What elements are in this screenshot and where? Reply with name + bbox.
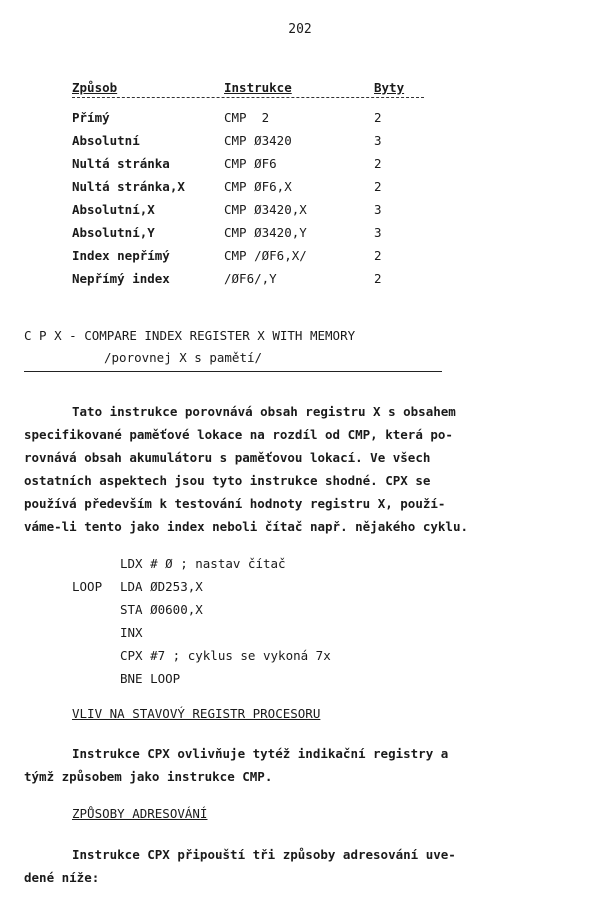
code-label: LOOP (72, 579, 103, 594)
paragraph-line: Tato instrukce porovnává obsah registru X s obsahem (72, 404, 456, 419)
table-row (0, 248, 600, 268)
paragraph-line: Instrukce CPX připouští tři způsoby adresování uve- (72, 847, 456, 862)
heading-status-register: VLIV NA STAVOVÝ REGISTR PROCESORU (72, 706, 321, 721)
code-text: LDA ØD253,X (120, 579, 203, 594)
table-row (0, 202, 600, 222)
code-text: LDX # Ø ; nastav čítač (120, 556, 286, 571)
code-line (0, 648, 600, 671)
table-cell-mode: Nepřímý index (72, 271, 170, 286)
table-row (0, 133, 600, 153)
table-cell-bytes: 3 (374, 133, 382, 148)
paragraph-line: Instrukce CPX ovlivňuje tytéž indikační registry a (72, 746, 449, 761)
paragraph-line: dené níže: (24, 870, 100, 885)
table-cell-instruction: CMP Ø3420,X (224, 202, 307, 217)
code-line (0, 671, 600, 694)
paragraph-line: specifikované paměťové lokace na rozdíl od CMP, která po- (24, 427, 453, 442)
code-line (0, 602, 600, 625)
table-cell-mode: Absolutní,Y (72, 225, 155, 240)
paragraph-line: váme-li tento jako index neboli čítač např. nějakého cyklu. (24, 519, 469, 534)
table-cell-bytes: 3 (374, 202, 382, 217)
table-cell-mode: Přímý (72, 110, 110, 125)
table-cell-bytes: 2 (374, 248, 382, 263)
table-header-mode: Způsob (72, 80, 118, 95)
table-header-instruction: Instrukce (224, 80, 292, 95)
paragraph-line: používá především k testování hodnoty registru X, použí- (24, 496, 446, 511)
paragraph-line: rovnává obsah akumulátoru s paměťovou lokací. Ve všech (24, 450, 431, 465)
table-cell-bytes: 2 (374, 110, 382, 125)
table-row (0, 225, 600, 245)
code-text: STA Ø0600,X (120, 602, 203, 617)
table-row (0, 271, 600, 291)
code-line (0, 556, 600, 579)
table-row (0, 110, 600, 130)
heading-addressing-modes: ZPŮSOBY ADRESOVÁNÍ (72, 806, 208, 821)
table-cell-mode: Nultá stránka (72, 156, 170, 171)
code-text: BNE LOOP (120, 671, 181, 686)
code-text: INX (120, 625, 143, 640)
table-cell-bytes: 2 (374, 156, 382, 171)
section-rule (24, 371, 442, 372)
code-text: CPX #7 ; cyklus se vykoná 7x (120, 648, 331, 663)
table-cell-bytes: 3 (374, 225, 382, 240)
table-cell-bytes: 2 (374, 271, 382, 286)
page-number: 202 (288, 22, 312, 37)
table-cell-instruction: CMP ØF6,X (224, 179, 292, 194)
table-cell-instruction: CMP 2 (224, 110, 270, 125)
table-row (0, 179, 600, 199)
table-cell-mode: Absolutní,X (72, 202, 155, 217)
table-row (0, 156, 600, 176)
code-line (0, 625, 600, 648)
section-subtitle: /porovnej X s pamětí/ (104, 350, 263, 365)
paragraph-line: ostatních aspektech jsou tyto instrukce shodné. CPX se (24, 473, 431, 488)
table-cell-instruction: CMP Ø3420,Y (224, 225, 307, 240)
table-cell-instruction: CMP Ø3420 (224, 133, 292, 148)
table-header-bytes: Byty (374, 80, 405, 95)
table-cell-instruction: CMP ØF6 (224, 156, 277, 171)
paragraph-line: týmž způsobem jako instrukce CMP. (24, 769, 273, 784)
table-cell-mode: Absolutní (72, 133, 140, 148)
table-cell-bytes: 2 (374, 179, 382, 194)
table-cell-mode: Index nepřímý (72, 248, 170, 263)
table-cell-mode: Nultá stránka,X (72, 179, 185, 194)
table-cell-instruction: /ØF6/,Y (224, 271, 277, 286)
table-cell-instruction: CMP /ØF6,X/ (224, 248, 307, 263)
section-title: C P X - COMPARE INDEX REGISTER X WITH MEMORY (24, 328, 356, 343)
table-header-rule (72, 97, 424, 98)
code-line (0, 579, 600, 602)
